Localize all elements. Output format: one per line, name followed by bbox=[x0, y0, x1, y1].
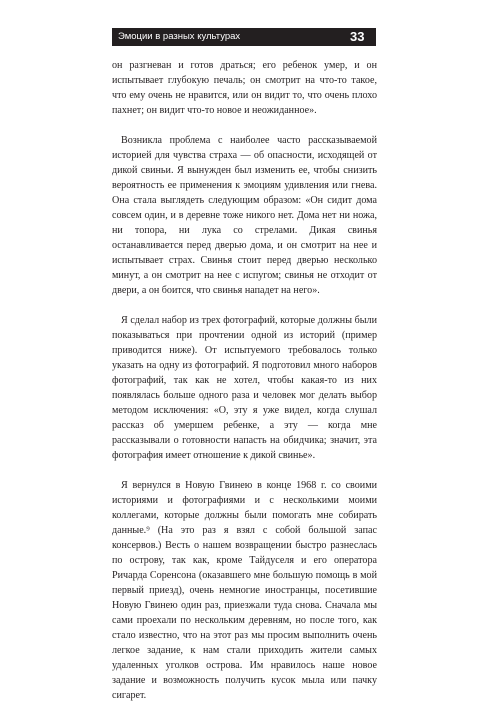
paragraph-photo-sets: Я сделал набор из трех фотографий, которые должны были показываться при прочтении одной из историй (пример приводится ниже). От испытуемого требовалось только указать на одну из фотографий. Я подготовил много наборов фотографий, так как не хотел, чтобы какая-то из них появлялась больше одного раза и человек мог делать выбор методом исключения: «О, эту я уже видел, когда слушал рассказ об умершем ребенке, а эту — когда мне рассказывали о готовности напасть на обидчика; значит, эта фотография имеет отношение к дикой свинье». bbox=[112, 315, 377, 461]
paragraph-return-new-guinea: Я вернулся в Новую Гвинею в конце 1968 г. со своими историями и фотографиями и с несколькими моими коллегами, которые должны были помогать мне собирать данные.⁹ (На это раз я взял с собой большой запас консервов.) Весть о нашем возвращении быстро разнеслась по острову, так как, кроме Тайдуселя и его оператора Ричарда Соренсона (оказавшего мне большую помощь в мой первый приезд), очень немногие иностранцы, посетившие Новую Гвинею один раз, приезжали туда снова. Сначала мы сами проехали по нескольким деревням, но после того, как стало известно, что на этот раз мы просим выполнить очень легкое задание, к нам стали приходить жители самых удаленных уголков острова. Им нравилось наше новое задание и возможность получить кусок мыла или пачку сигарет. bbox=[112, 480, 377, 701]
running-header-title: Эмоции в разных культурах bbox=[118, 31, 241, 42]
paragraph-fear-story: Возникла проблема с наиболее часто рассказываемой историей для чувства страха — об опасности, исходящей от дикой свиньи. Я вынужден был изменить ее, чтобы снизить вероятность ее применения к эмоциям удивления или гнева. Она стала выглядеть следующим образом: «Он сидит дома совсем один, и в деревне тоже никого нет. Дома нет ни ножа, ни топора, ни лука со стрелами. Дикая свинья останавливается перед дверью дома, и он смотрит на нее и испытывает страх. Свинья стоит перед дверью несколько минут, а он смотрит на нее с испугом; свинья не отходит от двери, а он боится, что свинья нападет на него». bbox=[112, 135, 377, 296]
paragraph-continuation: он разгневан и готов драться; его ребенок умер, и он испытывает глубокую печаль; он смотрит на что-то такое, что ему очень не нравится, или он видит то, что очень плохо пахнет; он видит что-то новое и неожиданное». bbox=[112, 60, 377, 116]
page-number: 33 bbox=[350, 29, 365, 44]
body-text bbox=[112, 58, 377, 718]
